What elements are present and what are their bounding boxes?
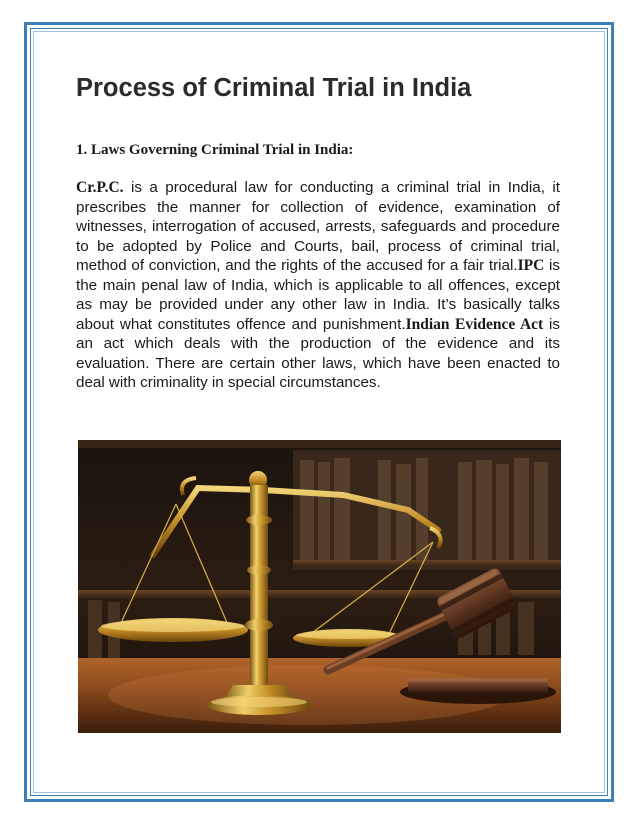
ipc-term: IPC xyxy=(517,257,545,274)
section-heading: 1. Laws Governing Criminal Trial in India: xyxy=(76,142,354,158)
crpc-term: Cr.P.C. xyxy=(76,179,124,196)
crpc-description: is a procedural law for conducting a criminal trial in India, it prescribes the manner for collection of evidence, examination of witnesses, interrogation of accused, arrests, safeguards and procedure to be adopted by Police and Courts, bail, process of criminal trial, method of conviction, and the rights of the accused for a fair trial. xyxy=(76,179,560,274)
document-title: Process of Criminal Trial in India xyxy=(76,74,472,102)
evidence-act-term: Indian Evidence Act xyxy=(405,315,544,333)
scales-of-justice-illustration xyxy=(78,440,561,733)
evidence-act-description: is an act which deals with the production of the evidence and its evaluation. There are certain other laws, which have been enacted to deal with criminality in special circumstances. xyxy=(76,315,561,391)
ipc-description: is the main penal law of India, which is applicable to all offences, except as may be provided under any other law in India. It’s basically talks about what constitutes offence and punishment. xyxy=(76,257,560,333)
laws-paragraph xyxy=(76,178,560,393)
document-content xyxy=(76,72,560,393)
